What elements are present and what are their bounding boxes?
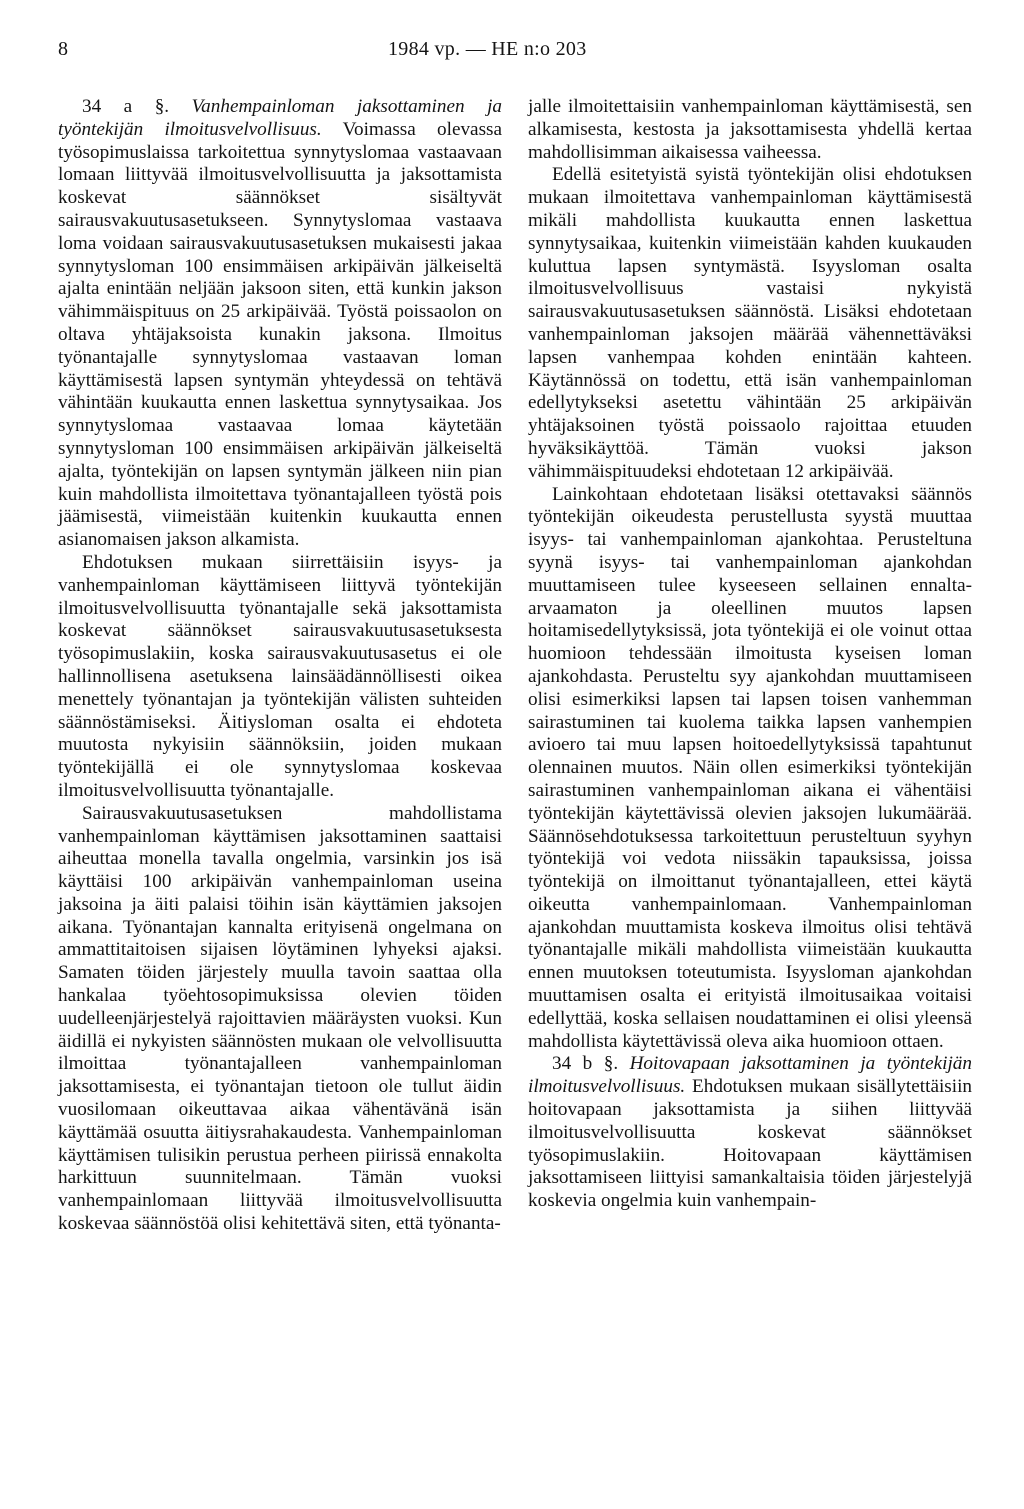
section-heading: Vanhempainloman jaksottaminen ja työntekijän ilmoitusvelvollisuus. bbox=[58, 96, 502, 140]
page-number: 8 bbox=[58, 38, 68, 60]
paragraph-text: Voimassa olevassa työsopimuslaissa tarkoitettua synnytyslomaa vastaavaan lomaan liittyvää ilmoitusvelvollisuutta ja jaksottamista koskevat säännökset sisältyvät sairausvakuutusasetukseen. Synnytyslomaa vastaava loma voidaan sairausvakuutusasetuksen mukaisesti jakaa synnytysloman 100 ensimmäisen arkipäivän jälkeiseltä ajalta enintään neljään jaksoon siten, että kunkin jakson vähimmäispituus on 25 arkipäivää. Työstä poissaolon on oltava yhtäjaksoista kunakin jaksona. Ilmoitus työnantajalle synnytyslomaa vastaavan loman käyttämisestä lapsen syntymän yhteydessä on tehtävä vähintään kuukautta ennen laskettua synnytysaikaa. Jos synnytyslomaa vastaavaa lomaa käytetään synnytysloman 100 ensimmäisen arkipäivän jälkeiseltä ajalta, työntekijän on lapsen syntymän jälkeen niin pian kuin mahdollista ilmoitettava työnantajalleen työstä pois jäämisestä, viimeistään kuitenkin kuukautta ennen asianomaisen jakson alkamista. bbox=[58, 118, 503, 551]
paragraph-text: Ehdotuksen mukaan sisällytettäisiin hoitovapaan jaksottamista ja siihen liittyvää ilmoitusvelvollisuutta koskevat säännökset työsopimuslakiin. Hoitovapaan käyttämisen jaksottamiseen liittyisi samankaltaisia töiden järjestelyjä koskevia ongelmia kuin vanhempain- bbox=[528, 1076, 973, 1212]
paragraph-34b bbox=[528, 1053, 972, 1213]
right-column bbox=[528, 96, 972, 1213]
paragraph: Ehdotuksen mukaan siirrettäisiin isyys- ja vanhempainloman käyttämiseen liittyvä työntekijän ilmoitusvelvollisuutta työnantajalle sekä jaksottamista koskevat säännökset sairausvakuutusasetuksesta työsopimuslakiin, koska sairausvakuutusasetus ei ole hallinnollisena asetuksena lainsäädännöllisesti oikea menettely työnantajan ja työntekijän välisten suhteiden säännöstämiseksi. Äitiysloman osalta ei ehdoteta muutosta nykyisiin säännöksiin, joiden mukaan työntekijällä ei ole synnytyslomaa koskevaa ilmoitusvelvollisuutta työnantajalle. bbox=[58, 551, 502, 801]
page-header bbox=[58, 38, 968, 68]
section-number: 34 a §. bbox=[82, 96, 170, 117]
paragraph-34a bbox=[58, 96, 502, 552]
paragraph: Sairausvakuutusasetuksen mahdollistama vanhempainloman käyttämisen jaksottaminen saattaisi aiheuttaa monella tavalla ongelmia, varsinkin jos isä käyttäisi 100 arkipäivän vanhempainloman useina jaksoina ja äiti palaisi töihin isän käyttämien jaksojen aikana. Työnantajan kannalta erityisenä ongelmana on ammattitaitoisen sijaisen löytäminen lyhyeksi ajaksi. Samaten töiden järjestely muulla tavoin saattaa olla hankalaa työehtosopimuksissa olevien töiden uudelleenjärjestelyä rajoittavien määräysten vuoksi. Kun äidillä ei nykyisten säännösten mukaan ole velvollisuutta ilmoittaa työnantajalleen vanhempainloman jaksottamisesta, ei työnantajan tietoon ole tullut äidin vuosilomaan oikeuttavaa aikaa vähentävänä isän käyttämää osuutta äitiysrahakaudesta. Vanhempainloman käyttämisen tulisikin perustua perheen piirissä ennakolta harkittuun suunnitelmaan. Tämän vuoksi vanhempainlomaan liittyvää ilmoitusvelvollisuutta koskevaa säännöstöä olisi kehitettävä siten, että työnanta- bbox=[58, 802, 502, 1235]
left-column bbox=[58, 96, 502, 1236]
section-number: 34 b §. bbox=[552, 1053, 619, 1075]
paragraph-continuation: jalle ilmoitettaisiin vanhempainloman käyttämisestä, sen alkamisesta, kestosta ja jaksottamisesta yhdellä kertaa mahdollisimman aikaisessa vaiheessa. bbox=[528, 96, 972, 163]
paragraph: Edellä esitetyistä syistä työntekijän olisi ehdotuksen mukaan ilmoitettava vanhempainloman käyttämisestä mikäli mahdollista kuukautta ennen laskettua synnytysaikaa, kuitenkin viimeistään kahden kuukauden kuluttua lapsen syntymästä. Isyysloman osalta ilmoitusvelvollisuus vastaisi nykyistä sairausvakuutusasetuksen säännöstä. Lisäksi ehdotetaan vanhempainloman jaksojen määrää vähennettäväksi lapsen vanhempaa kohden enintään kahteen. Käytännössä on todettu, että isän vanhempainloman edellytykseksi asetettu vähintään 25 arkipäivän yhtäjaksoinen työstä poissaolo rajoittaa etuuden hyväksikäyttöä. Tämän vuoksi jakson vähimmäispituudeksi ehdotetaan 12 arkipäivää. bbox=[528, 164, 972, 482]
running-head: 1984 vp. — HE n:o 203 bbox=[388, 38, 587, 60]
paragraph: Lainkohtaan ehdotetaan lisäksi otettavaksi säännös työntekijän oikeudesta perustellusta syystä muuttaa isyys- tai vanhempainloman ajankohtaa. Perusteltuna syynä isyys- tai vanhempainloman ajankohdan muuttamiseen tulee kyseeseen sellainen ennalta-arvaamaton ja oleellinen muutos lapsen hoitamisedellytyksissä, jota työntekijä ei ole voinut ottaa huomioon tehdessään ilmoitusta kyseisen loman ajankohdasta. Perusteltu syy ajankohdan muuttamiseen olisi esimerkiksi lapsen tai lapsen toisen vanhemman sairastuminen tai kuolema taikka lapsen vanhempien avioero tai muu lapsen hoitoedellytyksissä tapahtunut olennainen muutos. Näin ollen esimerkiksi työntekijän sairastuminen vanhempainloman aikana ei vähentäisi työntekijän käytettävissä olevien jaksojen lukumäärää. Säännösehdotuksessa tarkoitettuun perusteltuun syyhyn työntekijä voi vedota niissäkin tapauksissa, joissa työntekijä on ilmoittanut työnantajalleen, ettei käytä oikeutta vanhempainlomaan. Vanhempainloman ajankohdan muuttamista koskeva ilmoitus olisi tehtävä työnantajalle mikäli mahdollista viimeistään kuukautta ennen muutoksen toteutumista. Isyysloman ajankohdan muuttamisen osalta ei erityistä ilmoitusaikaa voitaisi edellyttää, koska sellaisen noudattaminen ei olisi yleensä mahdollista käytettävissä oleva aika huomioon ottaen. bbox=[528, 483, 972, 1052]
section-heading: Hoitovapaan jaksottaminen ja työntekijän ilmoitusvelvollisuus. bbox=[528, 1053, 972, 1098]
